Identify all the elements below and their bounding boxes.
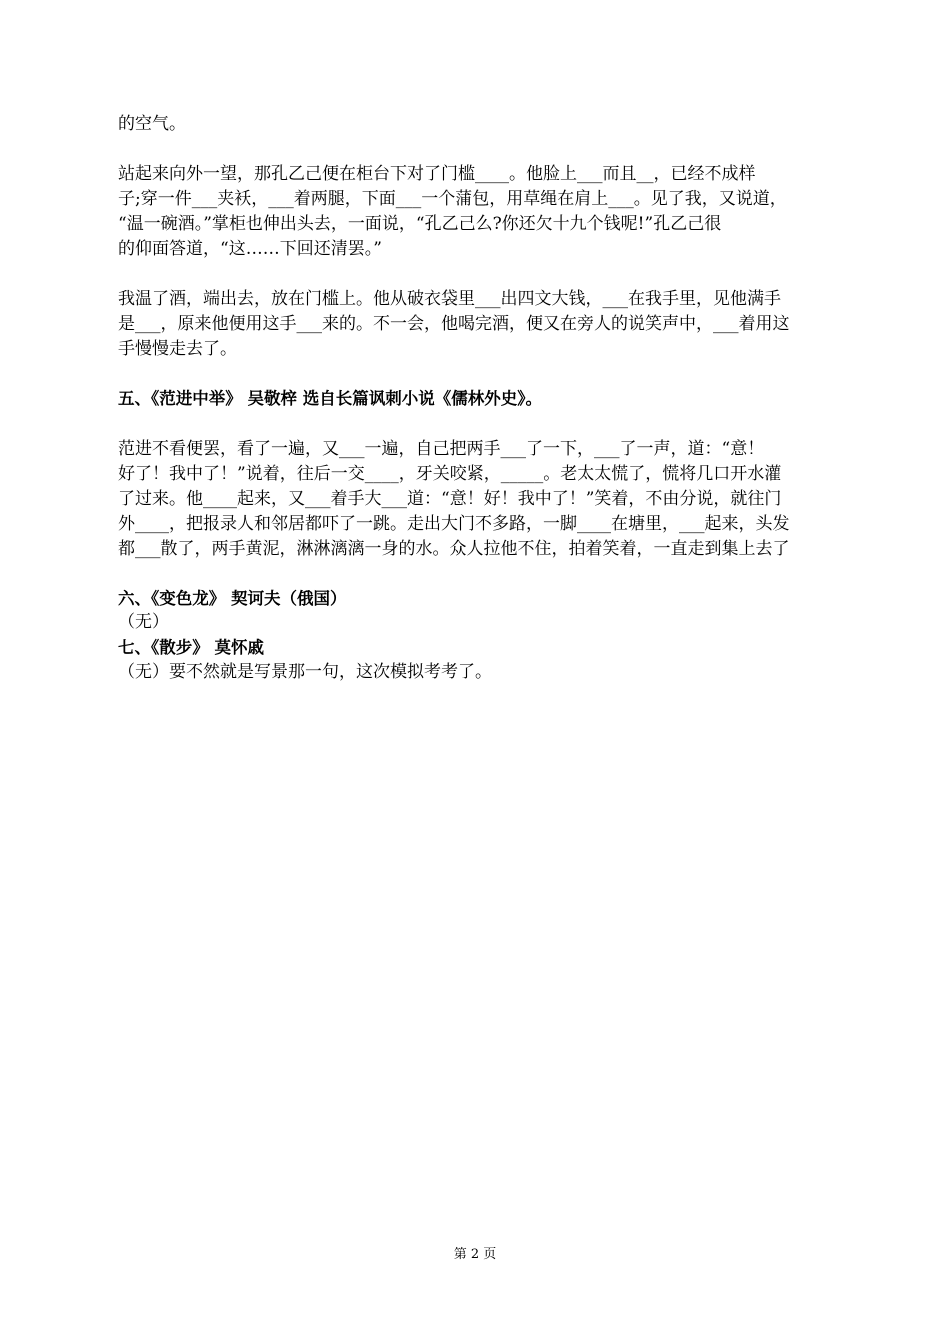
page-number: 第 2 页: [453, 1247, 497, 1262]
section-6-note: （无）: [118, 612, 169, 632]
section-5-line: 好了！我中了！”说着，往后一交____，牙关咬紧，_____。老太太慌了，慌将几口开水灌: [118, 464, 782, 484]
paragraph-1-line: 站起来向外一望，那孔乙己便在柜台下对了门槛____。他脸上___而且__，已经不成样: [118, 164, 756, 184]
section-5-line: 都___散了，两手黄泥，淋淋漓漓一身的水。众人拉他不住，拍着笑着，一直走到集上去了: [118, 539, 790, 559]
section-5-heading: 五、《范进中举》 吴敬梓 选自长篇讽刺小说《儒林外史》。: [118, 389, 542, 408]
paragraph-1-line: 的仰面答道，“这……下回还清罢。”: [118, 239, 382, 259]
section-7-note: （无）要不然就是写景那一句，这次模拟考考了。: [118, 662, 492, 682]
paragraph-2-line: 是___，原来他便用这手___来的。不一会，他喝完酒，便又在旁人的说笑声中，___着用这: [118, 314, 790, 334]
section-5-line: 范进不看便罢，看了一遍，又___一遍，自己把两手___了一下，___了一声，道：“意！: [118, 439, 765, 459]
paragraph-2-line: 手慢慢走去了。: [118, 339, 237, 359]
section-6-heading: 六、《变色龙》 契诃夫（俄国）: [118, 589, 347, 608]
paragraph-1-line: “温一碗酒。”掌柜也伸出头去，一面说，“孔乙己么?你还欠十九个钱呢!”孔乙己很: [118, 214, 722, 234]
continuation-line: 的空气。: [118, 114, 186, 134]
section-5-line: 外____，把报录人和邻居都吓了一跳。走出大门不多路，一脚____在塘里，___起来，头发: [118, 514, 790, 534]
paragraph-1-line: 子;穿一件___夹袄，___着两腿，下面___一个蒲包，用草绳在肩上___。见了我，又说道，: [118, 189, 787, 209]
paragraph-2-line: 我温了酒，端出去，放在门槛上。他从破衣袋里___出四文大钱，___在我手里，见他满手: [118, 289, 781, 309]
section-7-heading: 七、《散步》 莫怀戚: [118, 638, 264, 657]
section-5-line: 了过来。他____起来，又___着手大___道：“意！好！我中了！”笑着，不由分说，就往门: [118, 489, 782, 509]
